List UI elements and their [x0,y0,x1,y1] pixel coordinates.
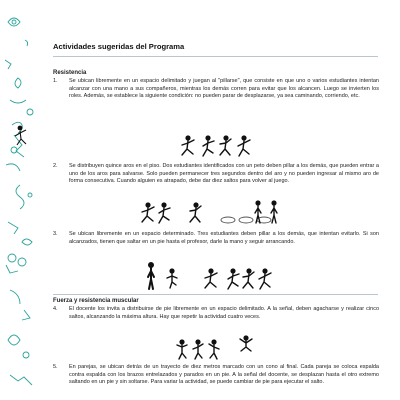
title-divider [53,56,378,57]
activity-text: En parejas, se ubican detrás de un trayecto de diez metros marcado con un cono al final. Cada pareja se coloca espalda contra espalda con los brazos entrelazados y parados en un pie. A la señal del docente, se desplazan hasta el otro extremo saltando en un pie y sin soltarse. Para variar la actividad, se puede cambiar de pie para ejecutar el salto. [69,364,379,386]
activity-text: Se distribuyen quince aros en el piso. Dos estudiantes identificados con un peto deben pillar a los demás, que pueden entrar a uno de los aros para salvarse. Solo pueden permanecer tres segundos dentro del aro y no pueden ingresar al mismo aro de forma consecutiva. Cuando alguien es atrapado, debe dar diez saltos para volver al juego. [69,163,379,185]
hoops-illustration [140,200,300,226]
runners-illustration-3 [145,262,275,290]
runner-figure-icon [188,202,202,224]
jumping-figure-icon [191,339,205,361]
section-divider [53,294,378,295]
jumping-figure-icon [207,339,221,361]
left-margin-doodle-icon [0,0,44,400]
activity-number: 2. [53,163,58,169]
activity-number: 3. [53,231,58,237]
jumping-figure-icon [165,268,179,290]
activity-item-2 [53,163,379,186]
standing-figure-icon [145,262,157,290]
jumping-figure-icon [175,339,189,361]
activity-item-3 [53,231,379,246]
runner-figure-icon [236,135,250,157]
activity-text: El docente los invita a distribuirse de pie libremente en un espacio delimitado. A la señal, deben agacharse y realizar cinco saltos, alcanzando la máxima altura. Hay que repetir la actividad cuatro veces. [69,306,379,320]
runner-figure-icon [225,268,239,290]
activity-item-5 [53,364,379,387]
runner-figure-icon [156,202,170,224]
runner-figure-icon [218,135,232,157]
runner-figure-icon [140,202,154,224]
activity-text: Se ubican libremente en un espacio determinado. Tres estudiantes deben pillar a los demás, que intentan evitarlo. Si son alcanzados, tienen que saltar en un pie hasta el profesor, darle la mano y seguir arrancando. [69,231,379,245]
activity-number: 4. [53,306,58,312]
jumpers-illustration [175,335,285,361]
activity-item-1 [53,78,379,101]
standing-figure-icon [252,200,264,224]
runner-figure-icon [180,135,194,157]
runner-figure-icon [200,135,214,157]
page-title: Actividades sugeridas del Programa [53,42,185,51]
runners-illustration-1 [180,135,260,159]
runner-figure-icon [203,268,217,290]
standing-figure-icon [268,200,280,224]
section-title-fuerza: Fuerza y resistencia muscular [53,298,139,304]
runner-figure-icon [241,268,255,290]
activity-text: Se ubican libremente en un espacio delimitado y juegan al "pillarse", que consiste en que uno o varios estudiantes intentan alcanzar con una mano a sus compañeros, mientras los demás corren para evitar que los alcancen. Luego se invierten los roles. Además, se establece la siguiente condición: no pueden parar de desplazarse, ya sea caminando, corriendo, etc. [69,78,379,100]
activity-number: 1. [53,78,58,84]
section-title-resistencia: Resistencia [53,70,87,76]
activity-item-4 [53,306,379,321]
jumping-figure-icon [237,335,255,353]
runner-figure-icon [257,268,271,290]
activity-number: 5. [53,364,58,370]
